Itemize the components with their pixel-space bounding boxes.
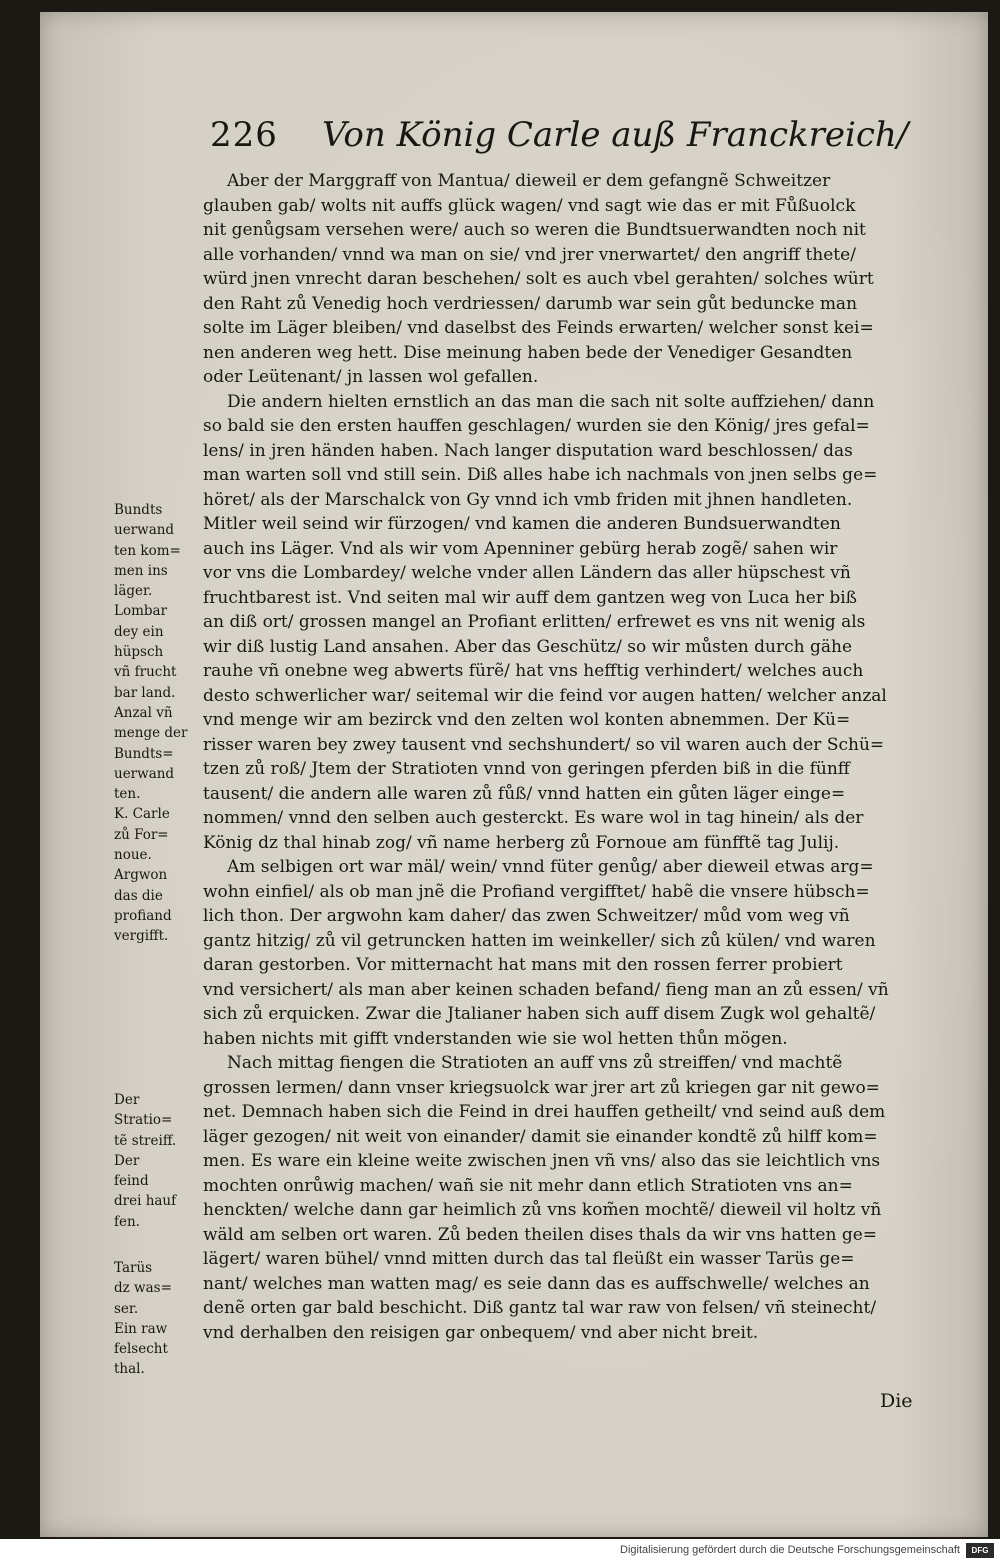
text-line: an diß ort/ grossen mangel an Profiant erlitten/ erfrewet es vns nit wenig als [203,612,866,632]
sidenote-line: drei hauf [114,1193,177,1210]
text-line: läger gezogen/ nit weit von einander/ damit sie einander kondtẽ zů hilff kom= [203,1126,878,1147]
sidenote-line: profiand [114,907,172,924]
sidenote-line: Tarüs [114,1260,153,1276]
sidenote-line: fen. [114,1213,140,1230]
sidenote-line: zů For= [114,826,169,843]
text-line: risser waren bey zwey tausent vnd sechshundert/ so vil waren auch der Schü= [203,734,885,755]
text-line: nant/ welches man watten mag/ es seie dann das es auffschwelle/ welches an [203,1273,870,1294]
sidenote-line: dey ein [114,623,164,640]
text-line: vnd derhalben den reisigen gar onbequem/ vnd aber nicht breit. [203,1322,759,1343]
sidenote-line: tẽ streiff. [114,1132,177,1149]
text-line: vnd versichert/ als man aber keinen schaden befand/ fieng man an zů essen/ vñ [203,979,889,1000]
sidenote-line: uerwand [114,522,175,539]
text-line: haben nichts mit gifft vnderstanden wie sie wol hetten thůn mögen. [203,1028,788,1049]
text-line: Mitler weil seind wir fürzogen/ vnd kamen die anderen Bundsuerwandten [203,514,841,534]
sidenote-line: Stratio= [114,1112,173,1129]
sidenote-line: uerwand [114,765,175,782]
sidenote-line: vergifft. [114,928,169,945]
sidenote-line: bar land. [114,684,176,701]
text-line: net. Demnach haben sich die Feind in drei hauffen getheilt/ vnd seind auß dem [203,1102,886,1122]
sidenote-line: vñ frucht [114,664,177,681]
sidenote-line: läger. [114,583,153,600]
sidenote-group [114,1258,206,1380]
sidenote-line: ten. [114,786,141,803]
sidenote-line: felsecht [114,1341,168,1358]
sidenote-line: Der [114,1092,140,1108]
sidenote-line: feind [114,1173,149,1190]
sidenote-line: Anzal vñ [114,704,173,721]
sidenote-line: noue. [114,847,152,864]
text-line: gantz hitzig/ zů vil getruncken hatten im weinkeller/ sich zů külen/ vnd waren [203,930,876,951]
sidenote-line: dz was= [114,1280,172,1297]
text-line: den Raht zů Venedig hoch verdriessen/ darumb war sein gůt beduncke man [203,293,858,314]
text-line: solte im Läger bleiben/ vnd daselbst des Feinds erwarten/ welcher sonst kei= [203,318,874,338]
text-line: höret/ als der Marschalck von Gy vnnd ich vmb friden mit jhnen handleten. [203,489,853,510]
sidenote-line: men ins [114,562,168,579]
text-line: tausent/ die andern alle waren zů fůß/ vnnd hatten ein gůten läger einge= [203,783,846,804]
footer-bar [0,1539,1000,1563]
text-line: nen anderen weg hett. Dise meinung haben bede der Venediger Gesandten [203,342,853,363]
sidenote-line: menge der [114,725,188,742]
text-line: Am selbigen ort war mäl/ wein/ vnnd füter genůg/ aber dieweil etwas arg= [227,857,874,877]
text-line: grossen lermen/ dann vnser kriegsuolck war jrer art zů kriegen gar nit gewo= [203,1077,880,1098]
text-line: vor vns die Lombardey/ welche vnder allen Ländern das aller hüpschest vñ [203,563,851,583]
text-line: vnd menge wir am bezirck vnd den zelten wol konten abnemmen. Der Kü= [203,710,851,730]
text-line: lens/ in jren händen haben. Nach langer disputation ward beschlossen/ das [203,440,853,461]
text-line: lägert/ waren bühel/ vnnd mitten durch das tal fleüßt ein wasser Tarüs ge= [203,1249,855,1269]
sidenote-line: ten kom= [114,542,181,559]
text-line: nommen/ vnnd den selben auch gesterckt. Es ware wol in tag hinein/ als der [203,808,864,828]
text-line: daran gestorben. Vor mitternacht hat mans mit den rossen ferrer probiert [203,955,843,975]
text-line: men. Es ware ein kleine weite zwischen jnen vñ vns/ also das sie leichtlich vns [203,1151,881,1171]
text-line: glauben gab/ wolts nit auffs glück wagen/ vnd sagt wie das er mit Fůßuolck [203,195,856,216]
text-line: König dz thal hinab zog/ vñ name herberg zů Fornoue am fünfftẽ tag Julij. [203,832,840,853]
text-line: denẽ orten gar bald beschicht. Diß gantz tal war raw von felsen/ vñ steinecht/ [203,1298,877,1318]
dfg-logo: DFG [966,1543,994,1558]
text-line: nit genůgsam versehen were/ auch so weren die Bundtsuerwandten noch nit [203,220,866,240]
sidenote-line: K. Carle [114,806,170,823]
text-line: fruchtbarest ist. Vnd seiten mal wir auff dem gantzen weg von Luca her biß [203,587,858,608]
text-line: Aber der Marggraff von Mantua/ dieweil er dem gefangnẽ Schweitzer [227,171,831,191]
text-line: mochten onrůwig machen/ wañ sie nit mehr dann etlich Stratioten vns an= [203,1175,853,1196]
text-line: oder Leütenant/ jn lassen wol gefallen. [203,367,539,387]
page-header [210,115,940,165]
sidenote-line: thal. [114,1361,145,1378]
text-line: sich zů erquicken. Zwar die Jtalianer haben sich auff disem Zugk wol gehaltẽ/ [203,1004,876,1024]
running-title: Von König Carle auß Franckreich/ [322,115,909,155]
sidenote-group [114,500,206,947]
text-line: Nach mittag fiengen die Stratioten an auff vns zů streiffen/ vnd machtẽ [227,1053,843,1073]
text-line: henckten/ welche dann gar heimlich zů vns kom̃en mochtẽ/ dieweil vil holtz vñ [203,1200,882,1220]
text-line: auch ins Läger. Vnd als wir vom Apenniner gebürg herab zogẽ/ sahen wir [203,538,838,559]
sidenote-line: Ein raw [114,1320,168,1337]
sidenote-line: hüpsch [114,644,164,661]
text-line: so bald sie den ersten hauffen geschlagen/ wurden sie den König/ jres gefal= [203,416,870,436]
sidenote-line: Argwon [114,867,168,884]
sidenote-line: Der [114,1152,140,1169]
sidenote-line: Bundts [114,502,163,518]
sidenote-line: Bundts= [114,745,174,762]
text-line: wir diß lustig Land ansahen. Aber das Geschütz/ so wir můsten durch gähe [203,636,853,657]
sidenote-group [114,1090,206,1232]
text-line: alle vorhanden/ vnnd wa man on sie/ vnd jrer vnerwartet/ den angriff thete/ [203,244,856,265]
footer-credit: Digitalisierung gefördert durch die Deutsche Forschungsgemeinschaft [620,1544,960,1556]
sidenote-line: ser. [114,1300,139,1317]
text-line: tzen zů roß/ Jtem der Stratioten vnnd von geringen pferden biß in die fünff [203,759,850,779]
text-line: wohn einfiel/ als ob man jnẽ die Profiand vergifftet/ habẽ die vnsere hübsch= [203,881,870,902]
sidenote-line: Lombar [114,603,168,620]
sidenote-line: das die [114,887,163,904]
text-line: Die andern hielten ernstlich an das man die sach nit solte auffziehen/ dann [227,391,875,412]
text-line: lich thon. Der argwohn kam daher/ das zwen Schweitzer/ můd vom weg vñ [203,906,850,926]
page-number: 226 [210,115,278,155]
text-line: man warten soll vnd still sein. Diß alles habe ich nachmals von jnen selbs ge= [203,465,878,485]
text-line: würd jnen vnrecht daran beschehen/ solt es auch vbel gerahten/ solches würt [203,269,874,289]
text-line: desto schwerlicher war/ seitemal wir die feind vor augen hatten/ welcher anzal [203,685,887,706]
text-line: wäld am selben ort waren. Zů beden theilen dises thals da wir vns hatten ge= [203,1224,878,1245]
catchword: Die [880,1390,913,1412]
body-text [203,169,948,1345]
text-line: rauhe vñ onebne weg abwerts fürẽ/ hat vns hefftig verhindert/ welches auch [203,661,864,681]
